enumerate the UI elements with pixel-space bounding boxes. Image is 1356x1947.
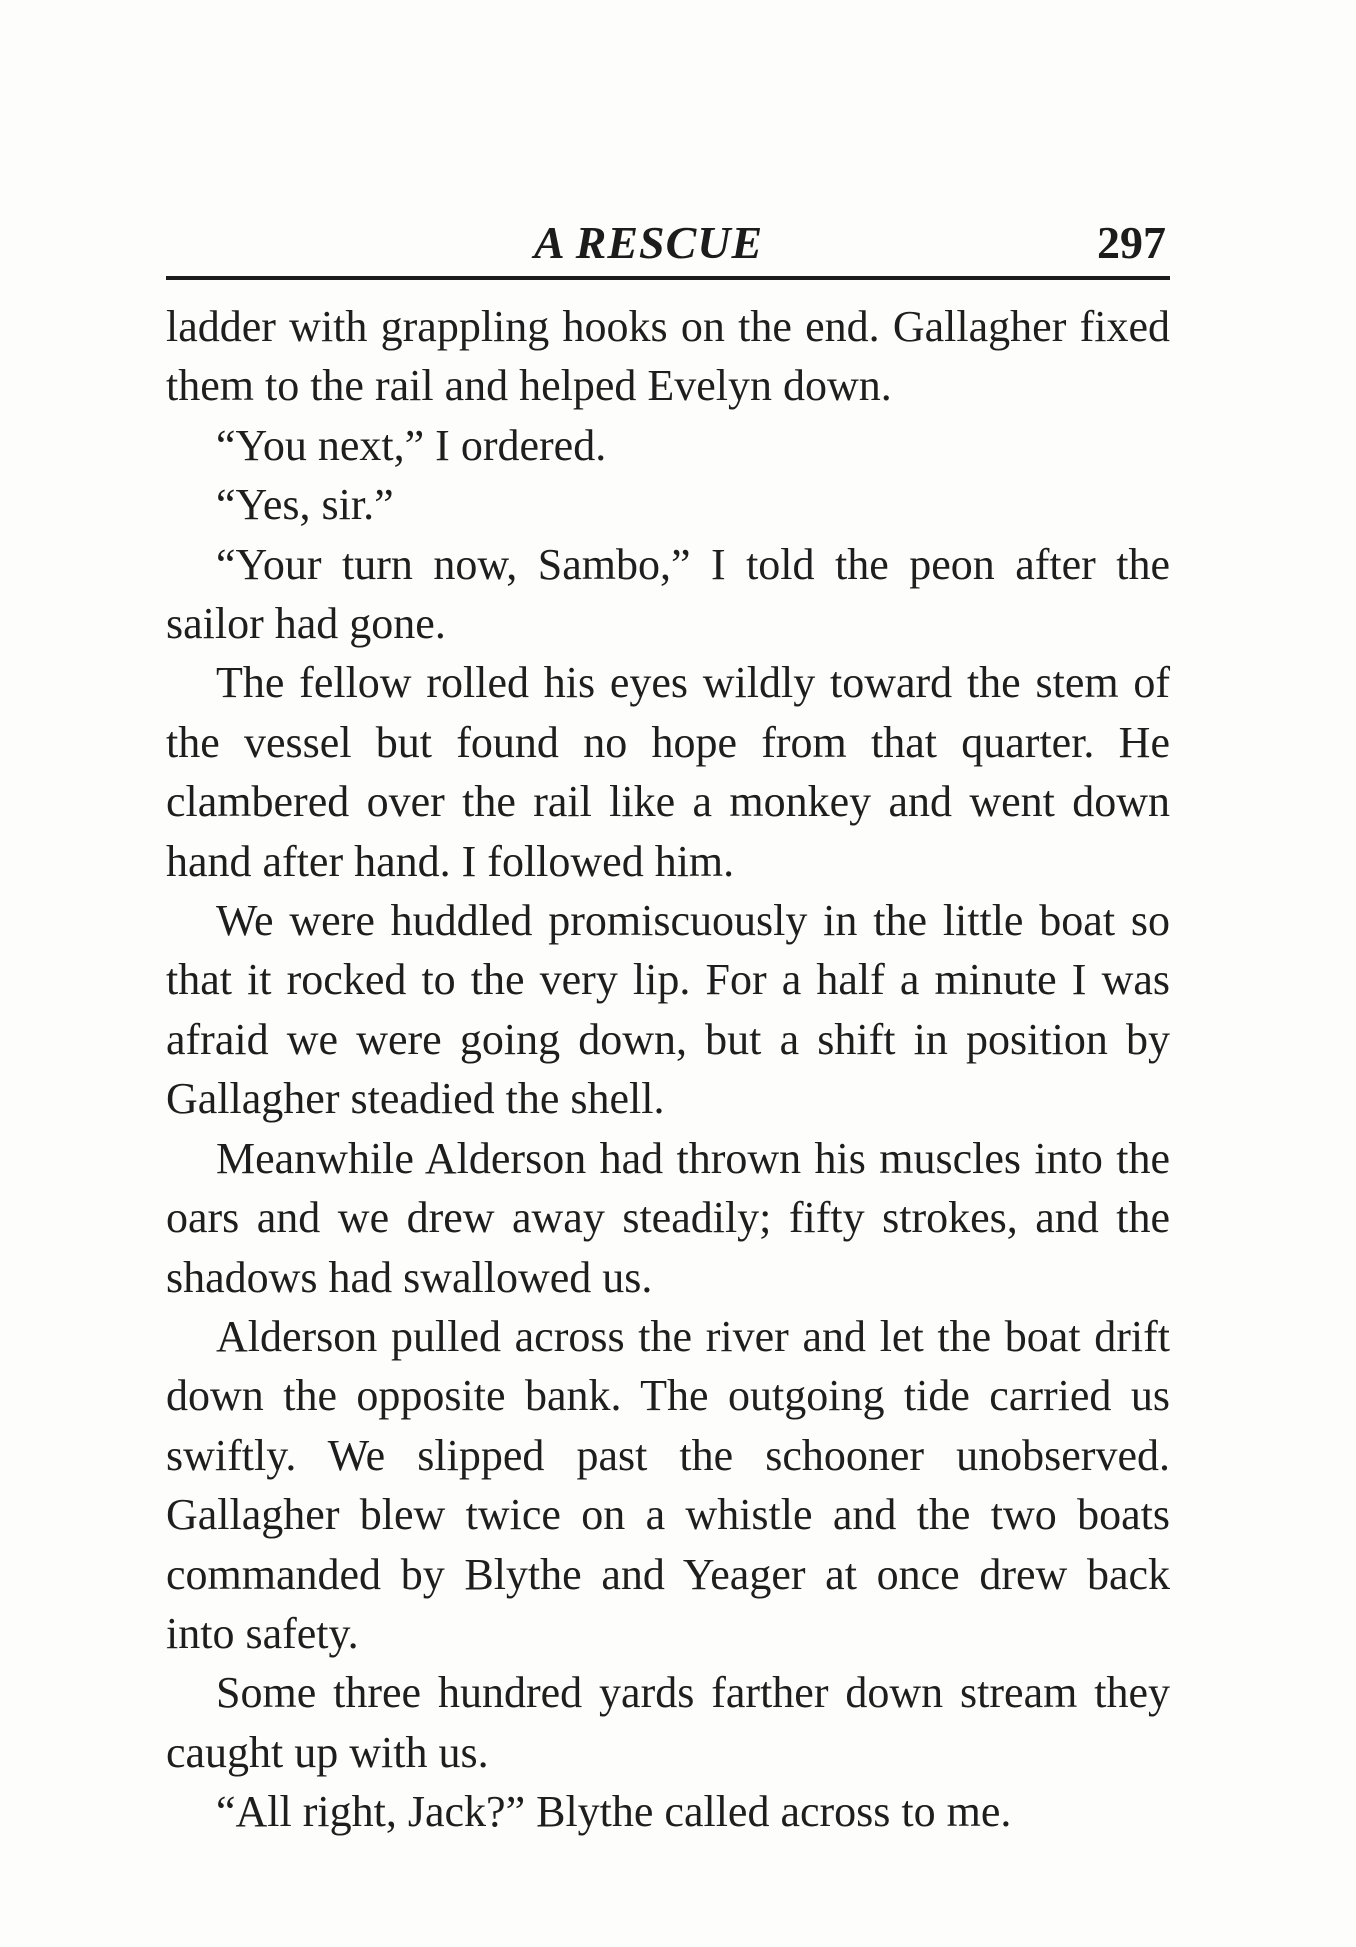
page-header (166, 212, 1170, 272)
page-number: 297 (1097, 217, 1166, 268)
running-head: A RESCUE (534, 217, 764, 268)
paragraph: Meanwhile Alderson had thrown his muscles into the oars and we drew away steadily; fifty strokes, and the shadows had swallowed us. (166, 1133, 1170, 1302)
paragraph: Alderson pulled across the river and let the boat drift down the opposite bank. The outgoing tide carried us swiftly. We slipped past the schooner unobserved. Gallagher blew twice on a whistle and the two boats commanded by Blythe and Yeager at once drew back into safety. (166, 1311, 1170, 1658)
paragraph: The fellow rolled his eyes wildly toward the stem of the vessel but found no hope from that quarter. He clambered over the rail like a monkey and went down hand after hand. I followed him. (166, 658, 1170, 886)
paragraph: “Your turn now, Sambo,” I told the peon after the sailor had gone. (166, 539, 1170, 649)
header-rule (166, 276, 1170, 280)
paragraph: Some three hundred yards farther down stream they caught up with us. (166, 1668, 1170, 1777)
paragraph: “Yes, sir.” (216, 480, 394, 530)
paragraph: “You next,” I ordered. (216, 420, 607, 470)
paragraph: We were huddled promiscuously in the little boat so that it rocked to the very lip. For a half a minute I was afraid we were going down, but a shift in position by Gallagher steadied the shell. (166, 896, 1170, 1124)
body-text (166, 297, 1170, 1842)
paragraph-continued: ladder with grappling hooks on the end. Gallagher fixed them to the rail and helped Evelyn down. (166, 302, 1170, 411)
paragraph: “All right, Jack?” Blythe called across to me. (216, 1787, 1012, 1837)
